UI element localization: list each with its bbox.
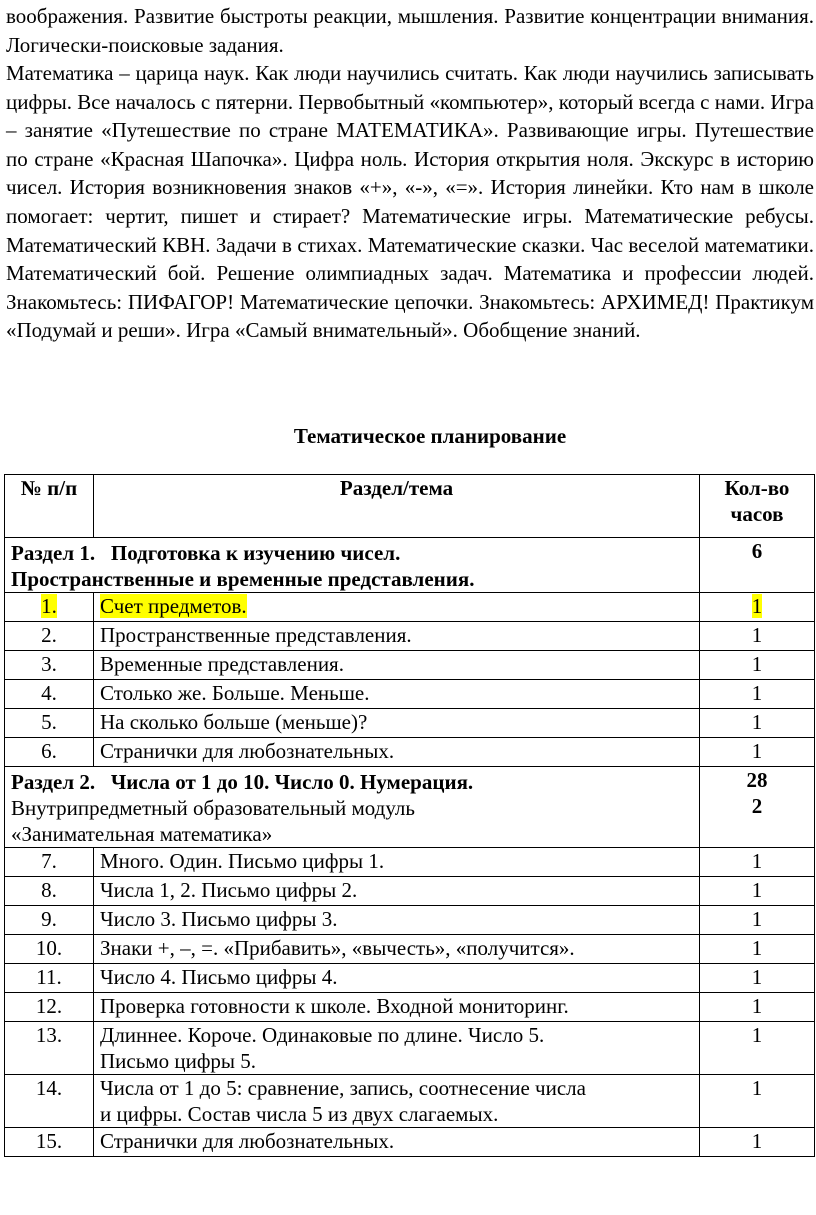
table-row — [5, 709, 815, 738]
row-topic: Проверка готовности к школе. Входной мониторинг. — [94, 993, 700, 1022]
row-hours-highlight: 1 — [751, 594, 763, 618]
table-row — [5, 993, 815, 1022]
row-number: 2. — [5, 622, 94, 651]
row-hours: 1 — [700, 622, 815, 651]
row-number: 5. — [5, 709, 94, 738]
row-topic-line-1: Числа от 1 до 5: сравнение, запись, соотнесение числа — [100, 1076, 586, 1100]
table-header-row — [5, 475, 815, 538]
row-hours: 1 — [700, 993, 815, 1022]
row-topic — [94, 1075, 700, 1128]
row-topic: Временные представления. — [94, 651, 700, 680]
row-hours: 1 — [700, 848, 815, 877]
section-2-row — [5, 767, 815, 848]
row-number: 4. — [5, 680, 94, 709]
row-topic — [94, 1022, 700, 1075]
row-topic: Странички для любознательных. — [94, 738, 700, 767]
table-row — [5, 964, 815, 993]
row-topic: Столько же. Больше. Меньше. — [94, 680, 700, 709]
table-row — [5, 877, 815, 906]
row-hours — [700, 593, 815, 622]
section-1-row — [5, 538, 815, 593]
row-number: 3. — [5, 651, 94, 680]
row-hours: 1 — [700, 935, 815, 964]
row-topic — [94, 593, 700, 622]
row-hours: 1 — [700, 1022, 815, 1075]
row-topic: Странички для любознательных. — [94, 1128, 700, 1157]
thematic-plan-table — [4, 474, 815, 1157]
table-row — [5, 1022, 815, 1075]
section-2-hours-total: 28 — [746, 768, 768, 792]
row-topic: Пространственные представления. — [94, 622, 700, 651]
header-hours-line-2: часов — [730, 502, 784, 526]
row-number: 15. — [5, 1128, 94, 1157]
section-1-hours: 6 — [700, 538, 815, 593]
row-number: 13. — [5, 1022, 94, 1075]
row-topic: Число 4. Письмо цифры 4. — [94, 964, 700, 993]
intro-paragraph-1: воображения. Развитие быстроты реакции, мышления. Развитие концентрации внимания. Логически-поисковые задания. — [6, 4, 814, 57]
row-topic: Много. Один. Письмо цифры 1. — [94, 848, 700, 877]
row-number-highlight: 1. — [41, 594, 57, 618]
row-number: 7. — [5, 848, 94, 877]
row-number: 14. — [5, 1075, 94, 1128]
section-1-title-line-2: Пространственные и временные представления. — [11, 567, 475, 591]
table-row — [5, 848, 815, 877]
row-topic-line-2: и цифры. Состав числа 5 из двух слагаемых. — [100, 1102, 499, 1126]
row-topic: На сколько больше (меньше)? — [94, 709, 700, 738]
section-2-module-line-2: «Занимательная математика» — [11, 822, 273, 846]
row-topic: Число 3. Письмо цифры 3. — [94, 906, 700, 935]
intro-paragraph-2: Математика – царица наук. Как люди научились считать. Как люди научились записывать цифры. Все началось с пятерни. Первобытный «компьютер», который всегда с нами. Игра – занятие «Путешествие по стране МАТЕМАТИКА». Развивающие игры. Путешествие по стране «Красная Шапочка». Цифра ноль. История открытия ноля. Экскурс в историю чисел. История возникновения знаков «+», «-», «=». История линейки. Кто нам в школе помогает: чертит, пишет и стирает? Математические игры. Математические ребусы. Математический КВН. Задачи в стихах. Математические сказки. Час веселой математики. Математический бой. Решение олимпиадных задач. Математика и профессии людей. Знакомьтесь: ПИФАГОР! Математические цепочки. Знакомьтесь: АРХИМЕД! Практикум «Подумай и реши». Игра «Самый внимательный». Обобщение знаний. — [6, 61, 814, 343]
row-number: 8. — [5, 877, 94, 906]
section-2-module-hours: 2 — [751, 794, 763, 818]
row-topic: Знаки +, –, =. «Прибавить», «вычесть», «получится». — [94, 935, 700, 964]
row-number: 12. — [5, 993, 94, 1022]
row-topic-highlight: Счет предметов. — [100, 594, 247, 618]
table-row — [5, 935, 815, 964]
row-number: 10. — [5, 935, 94, 964]
row-hours: 1 — [700, 1128, 815, 1157]
table-row — [5, 651, 815, 680]
row-hours: 1 — [700, 738, 815, 767]
table-row — [5, 1128, 815, 1157]
table-row — [5, 593, 815, 622]
section-2-hours — [700, 767, 815, 848]
row-hours: 1 — [700, 1075, 815, 1128]
header-number: № п/п — [5, 475, 94, 538]
row-topic: Числа 1, 2. Письмо цифры 2. — [94, 877, 700, 906]
row-hours: 1 — [700, 964, 815, 993]
section-1-title — [5, 538, 700, 593]
row-number: 6. — [5, 738, 94, 767]
row-number: 11. — [5, 964, 94, 993]
table-row — [5, 738, 815, 767]
section-2-module-line-1: Внутрипредметный образовательный модуль — [11, 796, 415, 820]
table-row — [5, 622, 815, 651]
section-heading: Тематическое планирование — [293, 424, 567, 448]
section-2-title-line-1: Раздел 2. Числа от 1 до 10. Число 0. Нумерация. — [11, 770, 474, 794]
table-row — [5, 1075, 815, 1128]
row-number — [5, 593, 94, 622]
row-topic-line-1: Длиннее. Короче. Одинаковые по длине. Число 5. — [100, 1023, 545, 1047]
row-hours: 1 — [700, 877, 815, 906]
row-topic-line-2: Письмо цифры 5. — [100, 1049, 257, 1073]
header-hours-line-1: Кол-во — [724, 476, 790, 500]
row-hours: 1 — [700, 709, 815, 738]
header-hours — [700, 475, 815, 538]
header-topic: Раздел/тема — [94, 475, 700, 538]
section-1-title-line-1: Раздел 1. Подготовка к изучению чисел. — [11, 541, 401, 565]
row-number: 9. — [5, 906, 94, 935]
row-hours: 1 — [700, 906, 815, 935]
table-row — [5, 680, 815, 709]
row-hours: 1 — [700, 680, 815, 709]
row-hours: 1 — [700, 651, 815, 680]
table-row — [5, 906, 815, 935]
section-2-title — [5, 767, 700, 848]
